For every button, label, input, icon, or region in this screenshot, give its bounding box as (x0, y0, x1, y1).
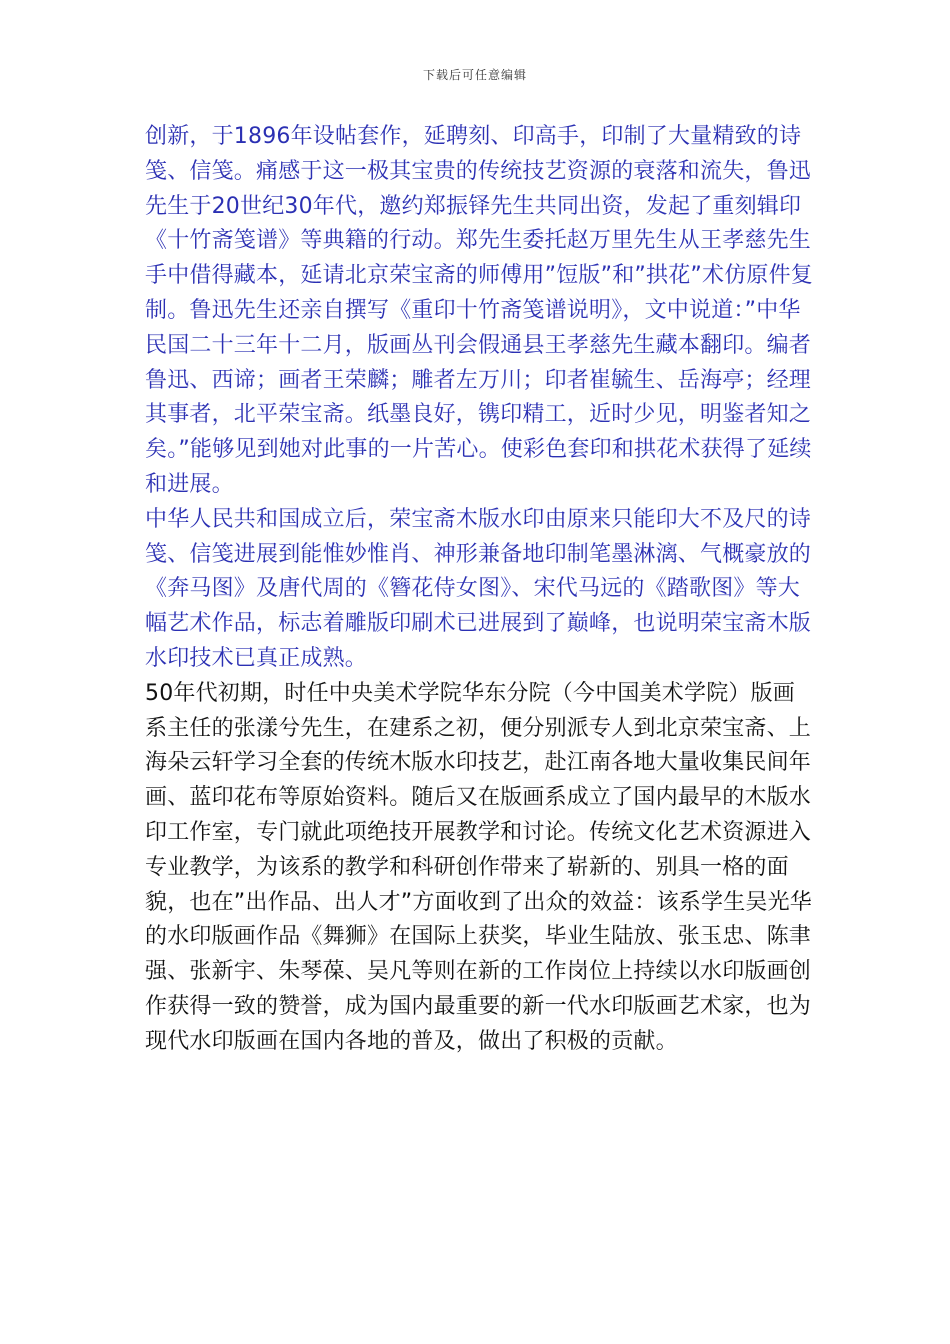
document-body (145, 120, 813, 1060)
page-header: 下载后可任意编辑 (422, 68, 527, 82)
paragraph-shizhuzhai-reprint: 创新，于1896年设帖套作，延聘刻、印高手，印制了大量精致的诗笺、信笺。痛感于这一极其宝贵的传统技艺资源的衰落和流失，鲁迅先生于20世纪30年代，邀约郑振铎先生共同出资，发起了重刻辑印《十竹斋笺谱》等典籍的行动。郑先生委托赵万里先生从王孝慈先生手中借得藏本，延请北京荣宝斋的师傅用”饾版”和”拱花”术仿原件复制。鲁迅先生还亲自撰写《重印十竹斋笺谱说明》，文中说道：”中华民国二十三年十二月，版画丛刊会假通县王孝慈先生藏本翻印。编者鲁迅、西谛；画者王荣麟；雕者左万川；印者崔毓生、岳海亭；经理其事者，北平荣宝斋。纸墨良好，镌印精工，近时少见，明鉴者知之矣。”能够见到她对此事的一片苦心。使彩色套印和拱花术获得了延续和进展。 (145, 124, 813, 497)
paragraph-1950s-teaching: 50年代初期，时任中央美术学院华东分院（今中国美术学院）版画系主任的张漾兮先生，在建系之初，便分别派专人到北京荣宝斋、上海朵云轩学习全套的传统木版水印技艺，赴江南各地大量收集民间年画、蓝印花布等原始资料。随后又在版画系成立了国内最早的木版水印工作室，专门就此项绝技开展教学和讨论。传统文化艺术资源进入专业教学，为该系的教学和科研创作带来了崭新的、别具一格的面貌，也在”出作品、出人才”方面收到了出众的效益：该系学生吴光华的水印版画作品《舞狮》在国际上获奖，毕业生陆放、张玉忠、陈聿强、张新宇、朱琴葆、吴凡等则在新的工作岗位上持续以水印版画创作获得一致的赞誉，成为国内最重要的新一代水印版画艺术家，也为现代水印版画在国内各地的普及，做出了积极的贡献。 (145, 680, 812, 1054)
paragraph-rongbaozhai-development: 中华人民共和国成立后，荣宝斋木版水印由原来只能印大不及尺的诗笺、信笺进展到能惟妙惟肖、神形兼备地印制笔墨淋漓、气概豪放的《奔马图》及唐代周的《簪花侍女图》、宋代马远的《踏歌图》等大幅艺术作品，标志着雕版印刷术已进展到了巅峰，也说明荣宝斋木版水印技术已真正成熟。 (145, 506, 812, 671)
